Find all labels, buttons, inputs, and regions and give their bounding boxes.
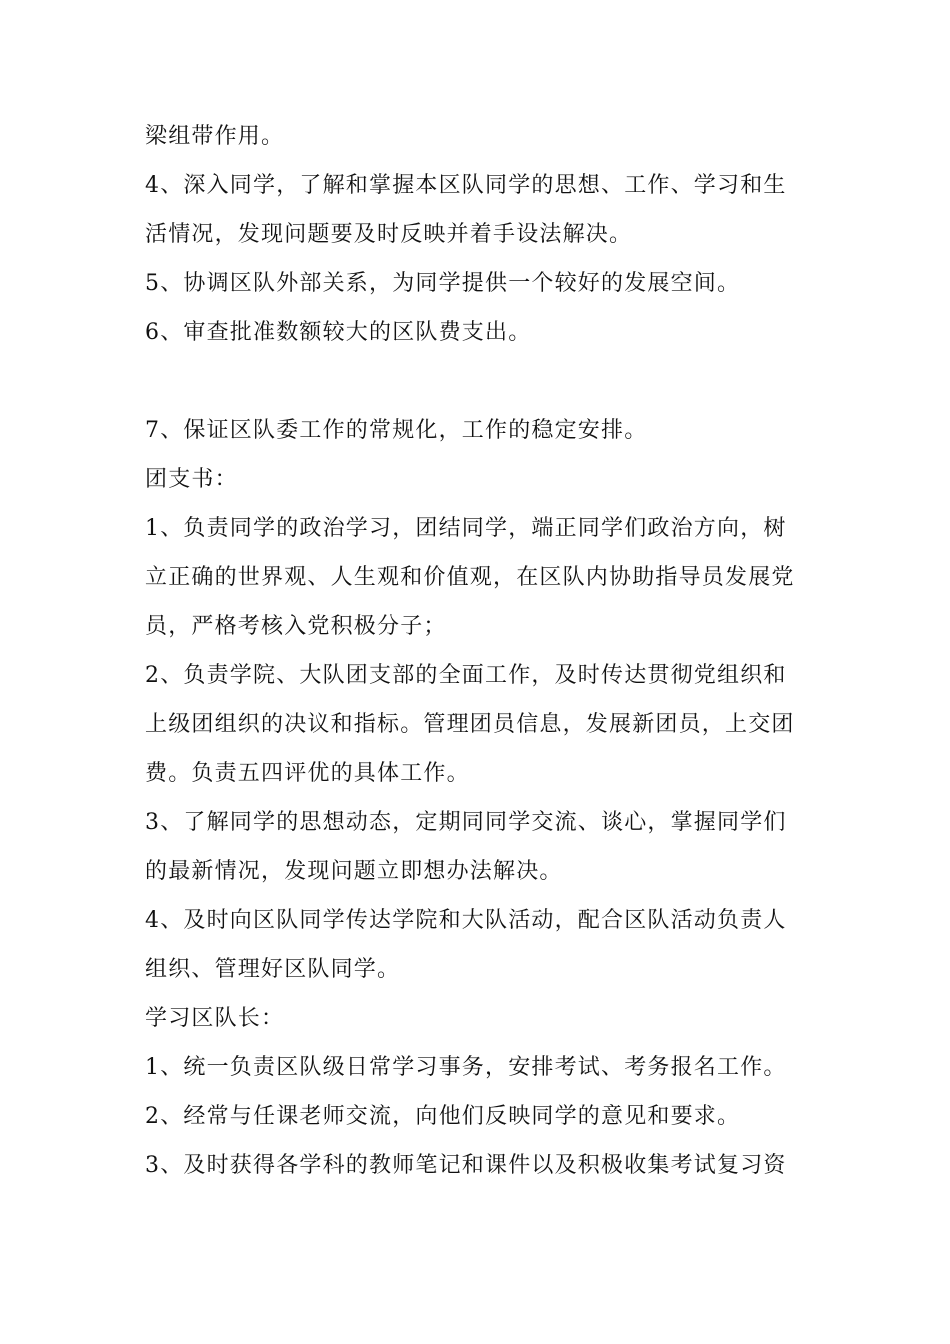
text-line: 4、及时向区队同学传达学院和大队活动，配合区队活动负责人 [145,908,787,933]
text-line: 1、负责同学的政治学习，团结同学，端正同学们政治方向，树 [145,516,787,541]
text-line: 活情况，发现问题要及时反映并着手设法解决。 [145,222,633,247]
section-heading: 团支书： [145,467,238,492]
text-line: 3、及时获得各学科的教师笔记和课件以及积极收集考试复习资 [145,1153,787,1178]
document-body [145,112,825,1190]
text-line: 1、统一负责区队级日常学习事务，安排考试、考务报名工作。 [145,1055,787,1080]
text-line: 的最新情况，发现问题立即想办法解决。 [145,859,563,884]
text-line: 2、负责学院、大队团支部的全面工作，及时传达贯彻党组织和 [145,663,787,688]
text-line: 3、了解同学的思想动态，定期同同学交流、谈心，掌握同学们 [145,810,787,835]
text-line: 费。负责五四评优的具体工作。 [145,761,470,786]
text-line: 立正确的世界观、人生观和价值观，在区队内协助指导员发展党 [145,565,795,590]
text-line: 梁组带作用。 [145,124,285,149]
section-heading: 学习区队长： [145,1006,285,1031]
text-line: 组织、管理好区队同学。 [145,957,401,982]
text-line: 4、深入同学，了解和掌握本区队同学的思想、工作、学习和生 [145,173,787,198]
blank-line [145,357,825,406]
text-line: 上级团组织的决议和指标。管理团员信息，发展新团员，上交团 [145,712,795,737]
text-line: 7、保证区队委工作的常规化，工作的稳定安排。 [145,418,648,443]
text-line: 6、审查批准数额较大的区队费支出。 [145,320,532,345]
text-line: 员，严格考核入党积极分子； [145,614,447,639]
text-line: 2、经常与任课老师交流，向他们反映同学的意见和要求。 [145,1104,741,1129]
text-line: 5、协调区队外部关系，为同学提供一个较好的发展空间。 [145,271,741,296]
